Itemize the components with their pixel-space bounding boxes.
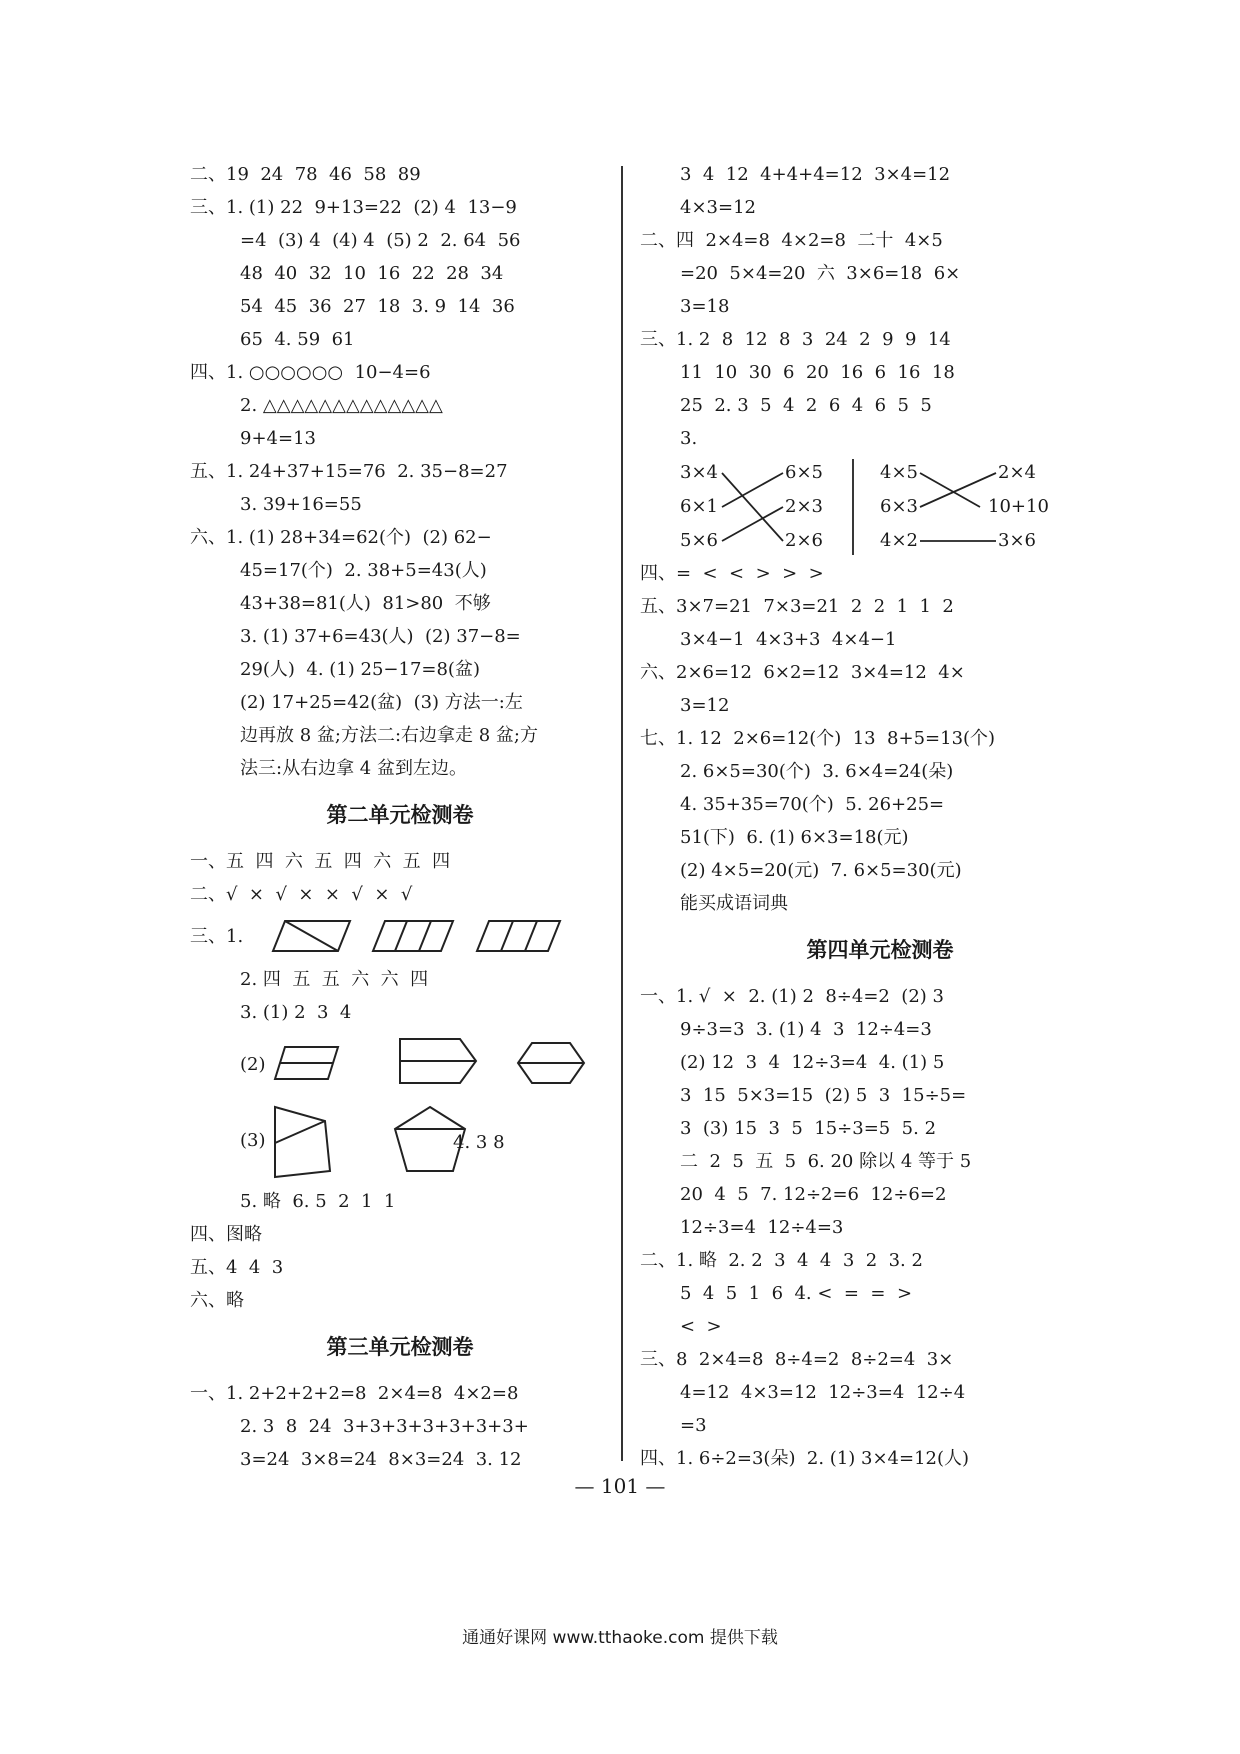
answer-label: 三、1. (190, 926, 244, 947)
answer-line: < > (680, 1316, 722, 1337)
answer-line: 54 45 36 27 18 3. 9 14 36 (240, 296, 515, 317)
answer-line: 四、图略 (190, 1224, 262, 1245)
unit3-heading: 第三单元检测卷 (326, 1335, 474, 1359)
answer-line: 9÷3=3 3. (1) 4 3 12÷4=3 (680, 1019, 932, 1040)
page-number: — 101 — (574, 1474, 666, 1498)
unit2-heading: 第二单元检测卷 (326, 803, 474, 827)
answer-line: 3 4 12 4+4+4=12 3×4=12 (680, 164, 951, 185)
answer-line: 能买成语词典 (680, 893, 788, 914)
column-divider (621, 166, 623, 1461)
sub-label: (3) (240, 1130, 266, 1151)
answer-line: 48 40 32 10 16 22 28 34 (240, 263, 504, 284)
answer-line: 五、3×7=21 7×3=21 2 2 1 1 2 (640, 596, 954, 617)
answer-line: 二、√ × √ × × √ × √ (190, 884, 413, 905)
answer-line: 5. 略 6. 5 2 1 1 (240, 1191, 396, 1212)
answer-line: 3. (1) 2 3 4 (240, 1002, 352, 1023)
answer-line: 43+38=81(人) 81>80 不够 (240, 593, 491, 614)
answer-line: 2. 6×5=30(个) 3. 6×4=24(朵) (680, 761, 954, 782)
match-item: 10+10 (988, 496, 1049, 517)
match-item: 4×2 (880, 530, 918, 551)
answer-line: 二、19 24 78 46 58 89 (190, 164, 421, 185)
match-item: 4×5 (880, 462, 918, 483)
answer-line: 5 4 5 1 6 4. < = = > (680, 1283, 913, 1304)
answer-line: 六、2×6=12 6×2=12 3×4=12 4× (640, 662, 965, 683)
footer-credit: 通通好课网 www.tthaoke.com 提供下载 (462, 1628, 778, 1648)
matching-diagram (680, 459, 1080, 557)
answer-line: 20 4 5 7. 12÷2=6 12÷6=2 (680, 1184, 947, 1205)
answer-line: 五、1. 24+37+15=76 2. 35−8=27 (190, 461, 508, 482)
unit3-answers-cont (640, 158, 1080, 455)
parallelogram-figures-row (190, 911, 610, 963)
answer-line: 3×4−1 4×3+3 4×4−1 (680, 629, 897, 650)
match-item: 2×3 (785, 496, 823, 517)
match-item: 6×3 (880, 496, 918, 517)
unit2-answers (190, 845, 610, 1317)
split-parallelogram-icons (255, 911, 565, 957)
left-column (190, 158, 610, 1476)
answer-line: 2. △△△△△△△△△△△△△ (240, 395, 443, 416)
answer-line: 65 4. 59 61 (240, 329, 355, 350)
answer-line: =20 5×4=20 六 3×6=18 6× (680, 263, 961, 284)
answer-line: 3. (1) 37+6=43(人) (2) 37−8= (240, 626, 521, 647)
answer-line: 三、1. 2 8 12 8 3 24 2 9 9 14 (640, 329, 951, 350)
match-item: 3×4 (680, 462, 718, 483)
answer-line: =3 (680, 1415, 707, 1436)
split-shapes-icons (270, 1029, 610, 1095)
answer-line: (2) 17+25=42(盆) (3) 方法一:左 (240, 692, 523, 713)
answer-line: 51(下) 6. (1) 6×3=18(元) (680, 827, 909, 848)
answer-line: 3=12 (680, 695, 730, 716)
answer-line: 3. (680, 428, 698, 449)
answer-line: 法三:从右边拿 4 盆到左边。 (240, 758, 467, 779)
unit4-answers (640, 980, 1080, 1475)
split-shapes-row-3 (190, 1099, 610, 1185)
right-column (640, 158, 1080, 1475)
match-item: 5×6 (680, 530, 718, 551)
answer-line: 11 10 30 6 20 16 6 16 18 (680, 362, 955, 383)
answer-line: 一、1. 2+2+2+2=8 2×4=8 4×2=8 (190, 1383, 519, 1404)
match-item: 6×5 (785, 462, 823, 483)
match-item: 2×4 (998, 462, 1036, 483)
answer-line: 六、1. (1) 28+34=62(个) (2) 62− (190, 527, 492, 548)
answer-line: 3. 39+16=55 (240, 494, 362, 515)
answer-line: =4 (3) 4 (4) 4 (5) 2 2. 64 56 (240, 230, 521, 251)
answer-line: 4. 35+35=70(个) 5. 26+25= (680, 794, 945, 815)
answer-line: 五、4 4 3 (190, 1257, 284, 1278)
answer-line: 25 2. 3 5 4 2 6 4 6 5 5 (680, 395, 932, 416)
sub-label: (2) (240, 1054, 266, 1075)
answer-line: 三、8 2×4=8 8÷4=2 8÷2=4 3× (640, 1349, 954, 1370)
matching-lines (680, 459, 1080, 557)
answer-line: 12÷3=4 12÷4=3 (680, 1217, 844, 1238)
unit3-answers (190, 1377, 610, 1476)
answer-line: 二、四 2×4=8 4×2=8 二十 4×5 (640, 230, 943, 251)
answer-line: 一、五 四 六 五 四 六 五 四 (190, 851, 451, 872)
answer-line: 七、1. 12 2×6=12(个) 13 8+5=13(个) (640, 728, 996, 749)
match-item: 2×6 (785, 530, 823, 551)
unit1-answers (190, 158, 610, 785)
answer-line: 3=18 (680, 296, 730, 317)
unit4-heading: 第四单元检测卷 (806, 938, 954, 962)
answer-line: 四、= < < > > > (640, 563, 824, 584)
answer-line: 四、1. 6÷2=3(朵) 2. (1) 3×4=12(人) (640, 1448, 970, 1469)
answer-line: 4×3=12 (680, 197, 756, 218)
answer-line: (2) 4×5=20(元) 7. 6×5=30(元) (680, 860, 962, 881)
match-item: 6×1 (680, 496, 718, 517)
answer-line: 9+4=13 (240, 428, 316, 449)
side-answer: 4. 3 8 (453, 1132, 505, 1153)
answer-line: 3 15 5×3=15 (2) 5 3 15÷5= (680, 1085, 967, 1106)
answer-line: 29(人) 4. (1) 25−17=8(盆) (240, 659, 480, 680)
answer-line: 2. 四 五 五 六 六 四 (240, 969, 429, 990)
answer-line: 3=24 3×8=24 8×3=24 3. 12 (240, 1449, 522, 1470)
answer-line: 四、1. ○○○○○○ 10−4=6 (190, 362, 431, 383)
split-shapes-row-2 (190, 1029, 610, 1099)
match-item: 3×6 (998, 530, 1036, 551)
answer-line: 六、略 (190, 1290, 244, 1311)
unit3-answers-more (640, 557, 1080, 920)
answer-line: 二 2 5 五 5 6. 20 除以 4 等于 5 (680, 1151, 972, 1172)
answer-line: 45=17(个) 2. 38+5=43(人) (240, 560, 487, 581)
answer-line: 一、1. √ × 2. (1) 2 8÷4=2 (2) 3 (640, 986, 944, 1007)
answer-line: (2) 12 3 4 12÷3=4 4. (1) 5 (680, 1052, 945, 1073)
answer-line: 3 (3) 15 3 5 15÷3=5 5. 2 (680, 1118, 937, 1139)
answer-line: 2. 3 8 24 3+3+3+3+3+3+3+ (240, 1416, 529, 1437)
answer-line: 三、1. (1) 22 9+13=22 (2) 4 13−9 (190, 197, 517, 218)
answer-line: 4=12 4×3=12 12÷3=4 12÷4 (680, 1382, 966, 1403)
answer-line: 边再放 8 盆;方法二:右边拿走 8 盆;方 (240, 725, 538, 746)
answer-line: 二、1. 略 2. 2 3 4 4 3 2 3. 2 (640, 1250, 923, 1271)
